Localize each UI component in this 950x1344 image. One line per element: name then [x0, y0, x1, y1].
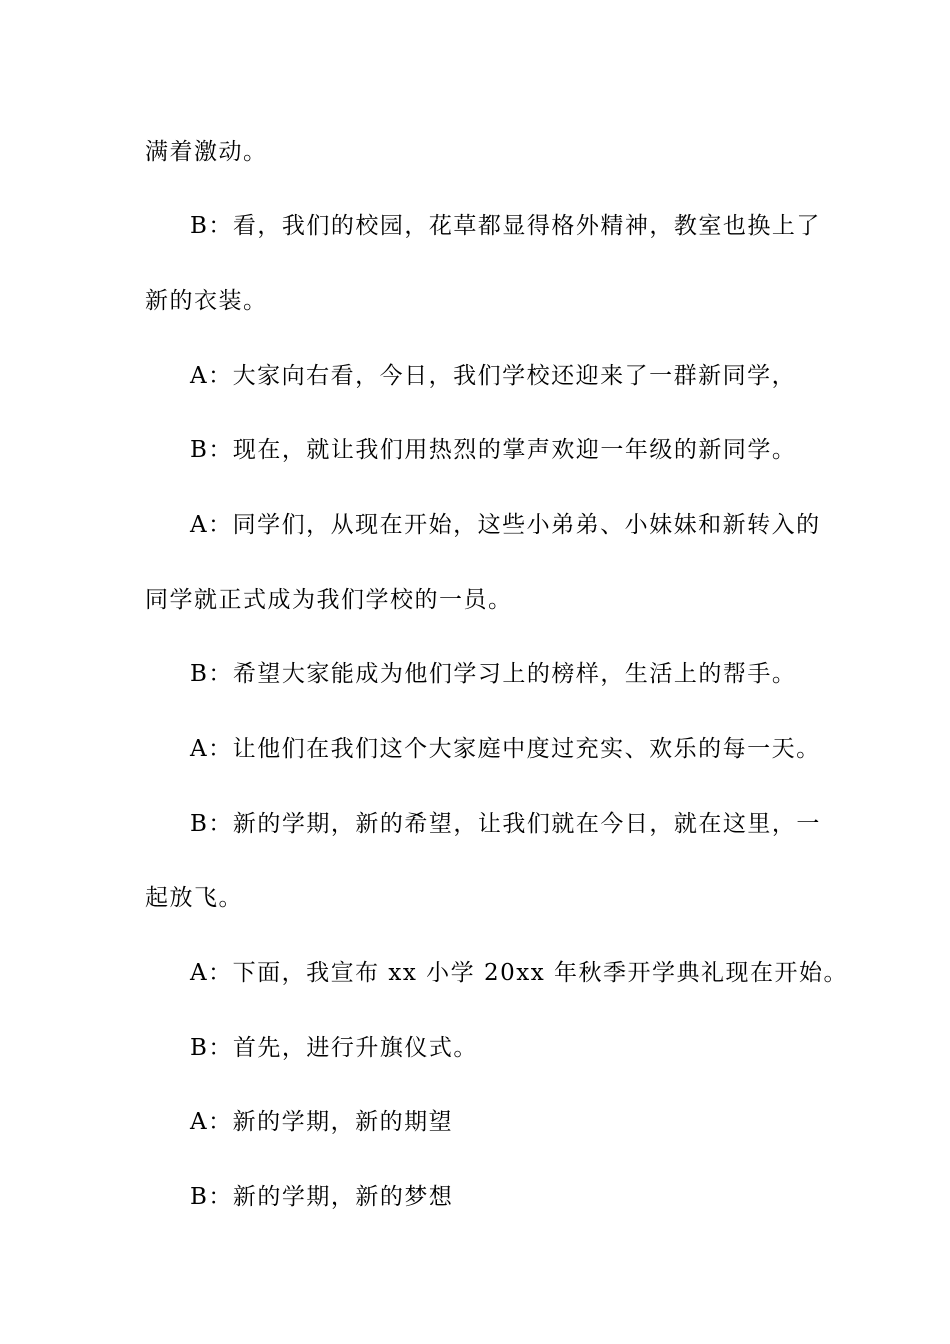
- text-line-3: 新的衣装。: [145, 288, 268, 314]
- text-line-10: B：新的学期，新的希望，让我们就在今日，就在这里，一: [190, 811, 821, 837]
- text-line-1: 满着激动。: [145, 139, 268, 165]
- text-line-13: B：首先，进行升旗仪式。: [190, 1035, 478, 1061]
- text-line-15: B：新的学期，新的梦想: [190, 1184, 454, 1210]
- text-line-11: 起放飞。: [145, 885, 243, 911]
- text-line-12: A：下面，我宣布 xx 小学 20xx 年秋季开学典礼现在开始。: [190, 960, 849, 986]
- text-line-6: A：同学们，从现在开始，这些小弟弟、小妹妹和新转入的: [190, 512, 821, 538]
- text-line-9: A：让他们在我们这个大家庭中度过充实、欢乐的每一天。: [190, 736, 821, 762]
- text-line-7: 同学就正式成为我们学校的一员。: [145, 587, 513, 613]
- text-line-4: A：大家向右看，今日，我们学校还迎来了一群新同学，: [190, 363, 797, 389]
- text-line-5: B：现在，就让我们用热烈的掌声欢迎一年级的新同学。: [190, 437, 797, 463]
- text-line-8: B：希望大家能成为他们学习上的榜样，生活上的帮手。: [190, 661, 797, 687]
- text-line-14: A：新的学期，新的期望: [190, 1109, 454, 1135]
- text-line-2: B：看，我们的校园，花草都显得格外精神，教室也换上了: [190, 213, 821, 239]
